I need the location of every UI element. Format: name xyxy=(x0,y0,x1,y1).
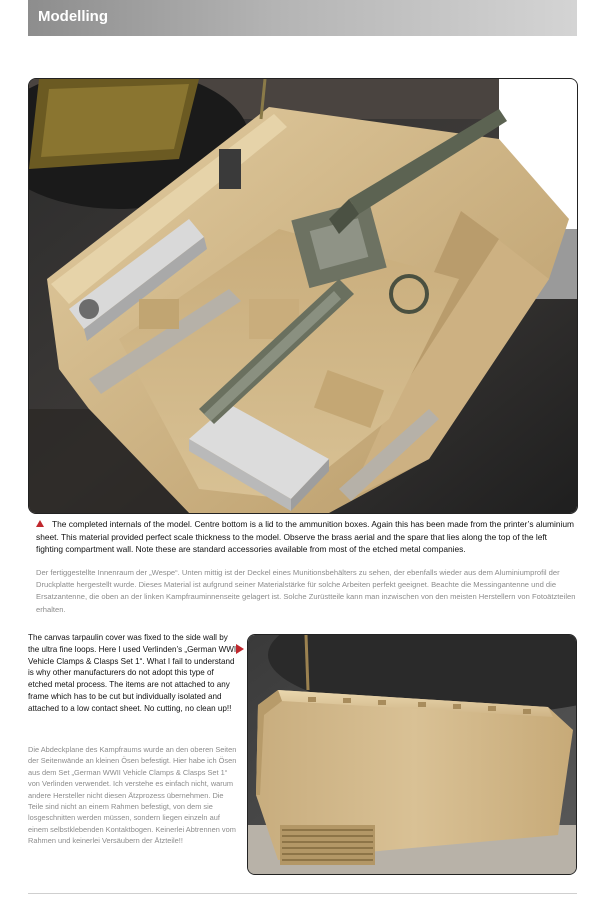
side-text-english: The canvas tarpaulin cover was fixed to the side wall by the ultra fine loops. Here I used Verlinden’s „German WWII Vehicle Clamps & Clasps Set 1“. What I fail to understand is why other manufacturers do not adopt this type of etched metal process. The items are not attached to any frame which has to be cut but individually isolated and attached to a low contact sheet. No cutting, no clean up!! xyxy=(28,633,239,713)
side-text-german: Die Abdeckplane des Kampfraums wurde an den oberen Seiten der Seitenwände an kleinen Ösen befestigt. Hier habe ich Ösen aus dem Set „German WWII Vehicle Clamps & Clasps Set 1“ von Verlinden verwendet. Ich verstehe es einfach nicht, warum andere Hersteller nicht diesen Ätzprozess übernehmen. Die Teile sind nicht an einem Rahmen befestigt, von dem sie losgeschnitten werden müssen, sondern liegen einzeln auf einem selbstklebenden Kontaktbogen. Keinerlei Abtrennen vom Rahmen und keinerlei Versäubern der Ätzteile!! xyxy=(28,745,237,846)
caption-text: The completed internals of the model. Centre bottom is a lid to the ammunition boxes. Again this has been made from the printer’s aluminium sheet. This material provided perfect scale thickness to the model. Observe the brass aerial and the spare that lies along the top of the left fighting compartment wall. Note these are standard accessories available from most of the etched metal companies. xyxy=(36,519,575,555)
photo-tarpaulin-cover xyxy=(247,634,577,875)
triangle-up-icon xyxy=(36,520,44,527)
footer-divider xyxy=(28,893,577,894)
section-header-bar xyxy=(28,0,577,36)
photo-caption-german: Der fertiggestellte Innenraum der „Wespe“. Unten mittig ist der Deckel eines Munitionsbehälters zu sehen, der ebenfalls wieder aus dem Aluminiumprofil der Druckplatte hergestellt wurde. Dieses Material ist aufgrund seiner Materialstärke für solche Arbeiten perfekt geeignet. Beachte die Messingantenne und die Ersatzantenne, die oben an der linken Kampfrauminnenseite gelagert ist. Solche Zurüstteile kann man inzwischen von den meisten Herstellern von Fotoätzteilen erhalten. xyxy=(36,568,576,614)
triangle-right-icon xyxy=(236,644,244,654)
photo-model-interior xyxy=(28,78,578,514)
photo-caption-english xyxy=(36,518,576,556)
section-title: Modelling xyxy=(38,8,108,25)
